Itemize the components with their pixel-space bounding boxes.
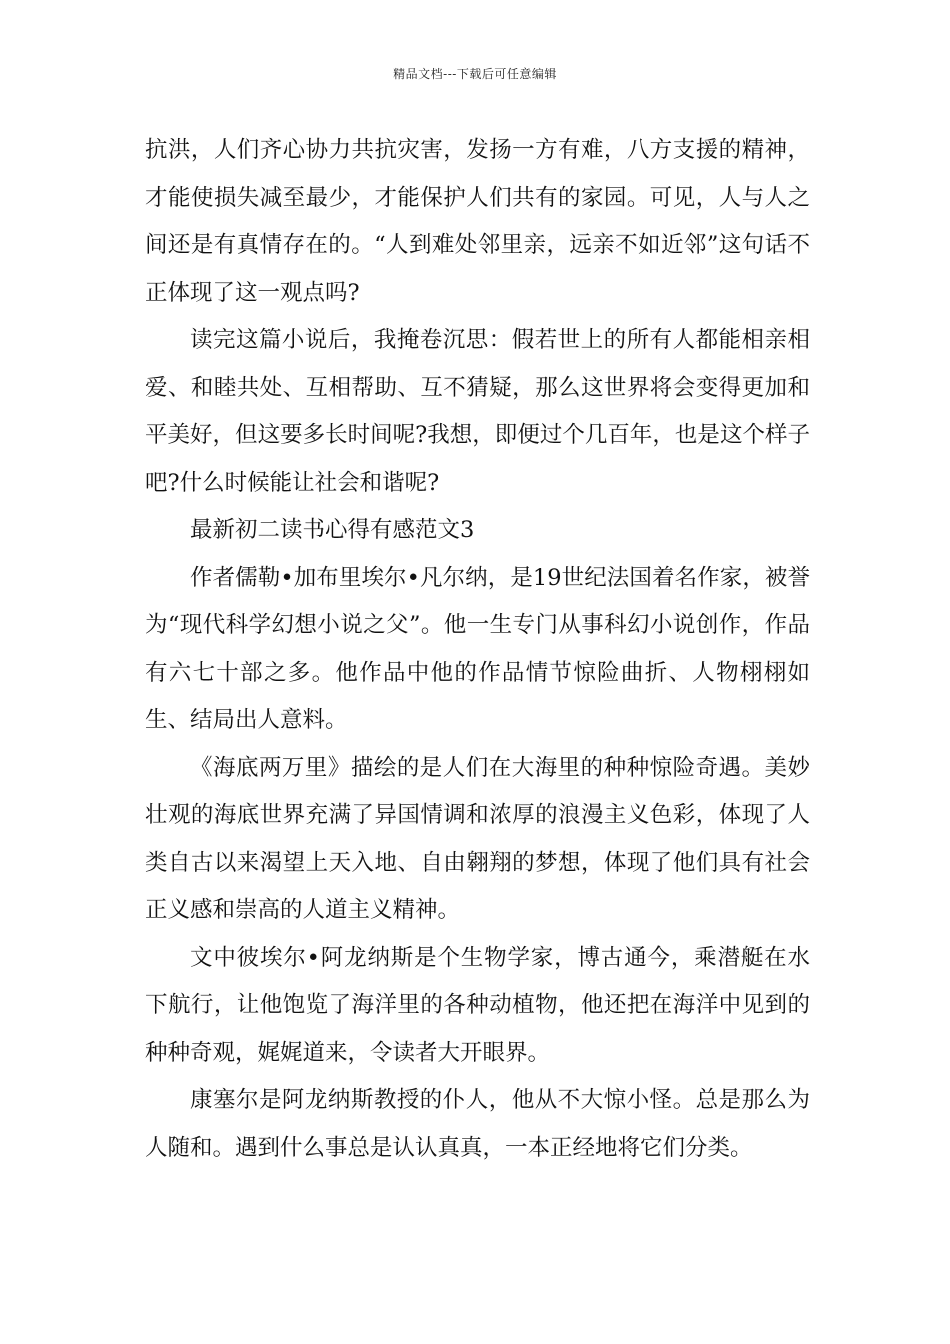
paragraph-1: 抗洪，人们齐心协力共抗灾害，发扬一方有难，八方支援的精神，才能使损失减至最少，才能保护人们共有的家园。可见，人与人之间还是有真情存在的。“人到难处邻里亲，远亲不如近邻”这句话不正体现了这一观点吗? bbox=[145, 137, 810, 306]
document-body bbox=[145, 127, 810, 1172]
paragraph-6: 康塞尔是阿龙纳斯教授的仆人，他从不大惊小怪。总是那么为人随和。遇到什么事总是认认真真，一本正经地将它们分类。 bbox=[145, 1087, 810, 1161]
section-heading: 最新初二读书心得有感范文3 bbox=[190, 517, 475, 543]
paragraph-4: 《海底两万里》描绘的是人们在大海里的种种惊险奇遇。美妙壮观的海底世界充满了异国情调和浓厚的浪漫主义色彩，体现了人类自古以来渴望上天入地、自由翱翔的梦想，体现了他们具有社会正义感和崇高的人道主义精神。 bbox=[145, 754, 810, 923]
page-header: 精品文档---下载后可任意编辑 bbox=[393, 67, 557, 81]
paragraph-3: 作者儒勒•加布里埃尔•凡尔纳，是19世纪法国着名作家，被誉为“现代科学幻想小说之父”。他一生专门从事科幻小说创作，作品有六七十部之多。他作品中他的作品情节惊险曲折、人物栩栩如生、结局出人意料。 bbox=[145, 564, 810, 733]
paragraph-5: 文中彼埃尔•阿龙纳斯是个生物学家，博古通今，乘潜艇在水下航行，让他饱览了海洋里的各种动植物，他还把在海洋中见到的种种奇观，娓娓道来，令读者大开眼界。 bbox=[145, 944, 810, 1066]
paragraph-2: 读完这篇小说后，我掩卷沉思：假若世上的所有人都能相亲相爱、和睦共处、互相帮助、互不猜疑，那么这世界将会变得更加和平美好，但这要多长时间呢?我想，即便过个几百年，也是这个样子吧?什么时候能让社会和谐呢? bbox=[145, 327, 810, 496]
